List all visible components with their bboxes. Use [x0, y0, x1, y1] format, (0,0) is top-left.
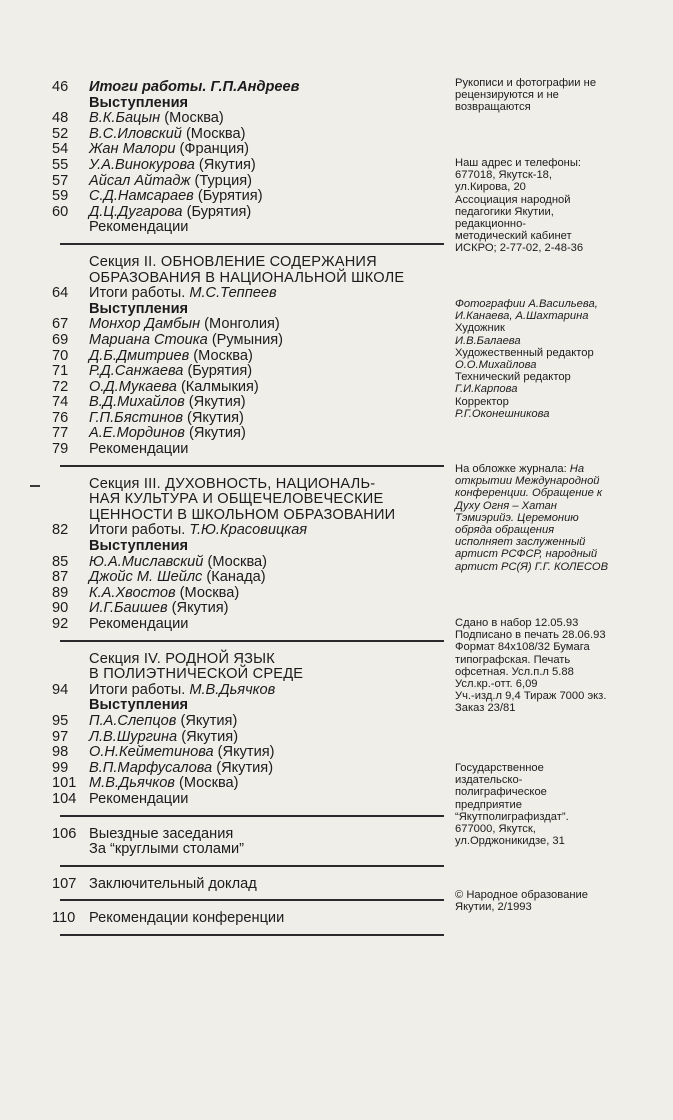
toc-entry [52, 492, 444, 508]
page-number: 76 [52, 409, 69, 426]
toc-entry [52, 539, 444, 555]
entry-label: (Бурятия) [183, 363, 253, 380]
entry-label: Секция III. ДУХОВНОСТЬ, НАЦИОНАЛЬ- [89, 475, 376, 492]
page-number: 79 [52, 441, 69, 458]
imprint-line: полиграфическое [455, 786, 547, 799]
page-number: 99 [52, 759, 69, 776]
imprint-line: Якутии, 2/1993 [455, 901, 532, 914]
toc-entry [52, 255, 444, 271]
section-divider [60, 934, 444, 936]
entry-text [89, 745, 444, 761]
imprint-line: “Якутполиграфиздат”. [455, 810, 569, 823]
subheading: Выступления [89, 94, 189, 111]
imprint-line: педагогики Якутии, [455, 205, 554, 218]
imprint-line: рецензируются и не [455, 89, 559, 102]
toc-entry [52, 127, 444, 143]
author-name: Джойс М. Шейлс [89, 569, 203, 586]
imprint-line: исполняет заслуженный [455, 536, 586, 549]
author-name: А.Е.Мординов [89, 425, 185, 442]
entry-label: (Москва) [203, 553, 268, 570]
toc-entry [52, 652, 444, 668]
imprint-line: Тэмиэрийэ. Церемонию [455, 511, 579, 524]
toc-group [52, 652, 444, 808]
author-name: М.С.Теппеев [189, 285, 277, 302]
imprint-line: типографская. Печать [455, 653, 571, 666]
imprint-line: Государственное [455, 762, 544, 774]
entry-text [89, 255, 444, 271]
entry-label: (Якутия) [212, 759, 274, 776]
imprint-line: предприятие [455, 798, 522, 811]
entry-text [89, 776, 444, 792]
entry-text [89, 174, 444, 190]
entry-label: Заключительный доклад [89, 875, 257, 892]
entry-text [89, 508, 444, 524]
imprint-line: ул.Кирова, 20 [455, 181, 526, 194]
entry-text [89, 827, 444, 843]
imprint-block [455, 77, 667, 114]
author-name: Г.П.Бястинов [89, 409, 183, 426]
imprint-line: артист РСФСР, народный [455, 548, 598, 561]
toc-entry [52, 730, 444, 746]
toc-entry [52, 271, 444, 287]
page-number: 74 [52, 394, 69, 411]
entry-label: (Якутия) [184, 425, 246, 442]
entry-label: (Якутия) [213, 744, 275, 761]
toc-entry [52, 877, 444, 893]
imprint-line: Технический редактор [455, 371, 571, 384]
entry-label: (Москва) [175, 584, 240, 601]
toc-entry [52, 411, 444, 427]
imprint-line: О.О.Михайлова [455, 359, 537, 372]
page-number: 60 [52, 203, 69, 220]
toc-entry [52, 333, 444, 349]
page-number: 87 [52, 569, 69, 586]
toc-entry [52, 426, 444, 442]
toc-entry [52, 189, 444, 205]
toc-entry [52, 364, 444, 380]
page-number: 110 [52, 910, 76, 927]
page-number: 77 [52, 425, 69, 442]
entry-text [89, 426, 444, 442]
entry-label: (Калмыкия) [176, 378, 259, 395]
toc-entry [52, 555, 444, 571]
entry-label: (Турция) [190, 172, 252, 189]
entry-text [89, 220, 444, 236]
toc-entry [52, 205, 444, 221]
toc-entry [52, 442, 444, 458]
imprint-line: конференции. Обращение к [455, 487, 603, 500]
entry-label: Рекомендации [89, 219, 189, 236]
section-divider [60, 243, 444, 245]
imprint-block [455, 463, 667, 573]
entry-text [89, 189, 444, 205]
entry-text [89, 792, 444, 808]
author-name: Т.Ю.Красовицкая [189, 522, 308, 539]
imprint-line: возвращаются [455, 101, 531, 114]
entry-text [89, 714, 444, 730]
imprint-line [455, 463, 667, 475]
page-number: 57 [52, 172, 69, 189]
page-number: 97 [52, 728, 69, 745]
imprint-line: обряда обращения [455, 524, 555, 537]
toc-entry [52, 380, 444, 396]
imprint-line: Г.И.Карпова [455, 383, 518, 396]
page-number: 67 [52, 316, 69, 333]
entry-text [89, 730, 444, 746]
entry-text [89, 492, 444, 508]
page-number: 95 [52, 712, 69, 729]
imprint-block [455, 889, 667, 913]
toc-entry [52, 667, 444, 683]
imprint-block [455, 762, 667, 847]
imprint-line: артист РС(Я) Г.Г. КОЛЕСОВ [455, 560, 609, 573]
toc-entry [52, 477, 444, 493]
entry-label: (Франция) [175, 141, 250, 158]
imprint-line: Художественный редактор [455, 346, 594, 359]
entry-text [89, 80, 444, 96]
entry-label: (Бурятия) [193, 188, 263, 205]
imprint-line: издательско- [455, 774, 523, 787]
entry-label: (Москва) [189, 347, 253, 364]
toc-entry [52, 111, 444, 127]
author-name: М.В.Дьячков [89, 775, 175, 792]
author-name: И.Г.Баишев [89, 600, 168, 617]
author-name: П.А.Слепцов [89, 712, 177, 729]
section-divider [60, 815, 444, 817]
caption-text: На [569, 463, 585, 475]
page-number: 101 [52, 775, 77, 792]
entry-text [89, 158, 444, 174]
entry-text [89, 586, 444, 602]
section-divider [60, 865, 444, 867]
imprint-line: ИСКРО; 2-77-02, 2-48-36 [455, 242, 584, 255]
toc-group [52, 911, 444, 927]
author-name: У.А.Винокурова [89, 156, 195, 173]
author-name: Мариана Стоика [89, 331, 208, 348]
section-divider [60, 899, 444, 901]
entry-text [89, 205, 444, 221]
author-name: Р.Д.Санжаева [89, 363, 184, 380]
entry-text [89, 652, 444, 668]
entry-label: (Якутия) [184, 394, 246, 411]
margin-mark [30, 485, 40, 487]
toc-entry [52, 395, 444, 411]
author-name: Д.Б.Дмитриев [89, 347, 190, 364]
entry-label: Итоги работы. [89, 681, 190, 698]
toc-group [52, 477, 444, 633]
entry-label: Итоги работы. [89, 522, 190, 539]
page-number: 46 [52, 79, 69, 95]
page-number: 52 [52, 125, 69, 142]
imprint-line: 677018, Якутск-18, [455, 169, 553, 182]
imprint-line: 677000, Якутск, [455, 823, 536, 836]
imprint-line: © Народное образование [455, 889, 588, 901]
imprint-line: методический кабинет [455, 230, 572, 243]
toc-entry [52, 158, 444, 174]
imprint-line: офсетная. Усл.п.л 5.88 [455, 665, 574, 678]
toc-entry [52, 317, 444, 333]
entry-text [89, 601, 444, 617]
author-name: Айсал Айтадж [89, 172, 191, 189]
entry-text [89, 698, 444, 714]
imprint-block [455, 298, 667, 420]
author-name: В.К.Бацын [89, 110, 161, 127]
toc-entry [52, 761, 444, 777]
entry-text [89, 333, 444, 349]
entry-text [89, 683, 444, 699]
toc-entry [52, 220, 444, 236]
author-name: Жан Малори [89, 141, 176, 158]
entry-text [89, 127, 444, 143]
toc-entry [52, 302, 444, 318]
toc-entry [52, 174, 444, 190]
imprint-line: Сдано в набор 12.05.93 [455, 617, 579, 629]
entry-text [89, 761, 444, 777]
entry-label: (Монголия) [200, 316, 280, 333]
entry-text [89, 142, 444, 158]
entry-text [89, 477, 444, 493]
imprint-line: редакционно- [455, 218, 527, 231]
entry-label: (Румыния) [207, 331, 284, 348]
toc-entry [52, 349, 444, 365]
entry-label: (Бурятия) [182, 203, 252, 220]
entry-text [89, 364, 444, 380]
author-name: К.А.Хвостов [89, 584, 176, 601]
entry-text [89, 271, 444, 287]
entry-text [89, 96, 444, 112]
toc-group [52, 80, 444, 236]
entry-label: (Москва) [160, 110, 224, 127]
page-number: 59 [52, 188, 69, 205]
imprint-line: Ассоциация народной [455, 193, 571, 206]
author-name: Монхор Дамбын [89, 316, 201, 333]
imprint-line: открытии Международной [455, 475, 600, 488]
page-number: 104 [52, 790, 77, 807]
subheading: Выступления [89, 300, 189, 317]
imprint-line: Заказ 23/81 [455, 702, 516, 715]
page-number: 69 [52, 331, 69, 348]
imprint-line: Подписано в печать 28.06.93 [455, 629, 606, 642]
author-name: В.С.Иловский [89, 125, 182, 142]
toc-entry [52, 792, 444, 808]
entry-label: (Москва) [181, 125, 246, 142]
section-divider [60, 640, 444, 642]
toc-entry [52, 570, 444, 586]
table-of-contents [52, 80, 444, 946]
toc-entry [52, 776, 444, 792]
subheading: Выступления [89, 697, 189, 714]
imprint-line: Формат 84х108/32 Бумага [455, 641, 590, 654]
toc-group [52, 877, 444, 893]
entry-text [89, 555, 444, 571]
entry-label: Итоги работы. [89, 285, 190, 302]
subheading: Выступления [89, 538, 189, 555]
page-number: 90 [52, 600, 69, 617]
toc-entry [52, 96, 444, 112]
entry-label: (Якутия) [182, 409, 244, 426]
page-number: 55 [52, 156, 69, 173]
entry-label: Рекомендации [89, 441, 189, 458]
imprint-line: Уч.-изд.л 9,4 Тираж 7000 экз. [455, 690, 607, 703]
author-name: М.В.Дьячков [189, 681, 276, 698]
toc-entry [52, 842, 444, 858]
page-number: 85 [52, 553, 69, 570]
entry-text [89, 111, 444, 127]
toc-entry [52, 617, 444, 633]
page-number: 89 [52, 584, 69, 601]
entry-label: Секция II. ОБНОВЛЕНИЕ СОДЕРЖАНИЯ [89, 253, 377, 270]
toc-entry [52, 80, 444, 96]
author-name: Д.Ц.Дугарова [89, 203, 183, 220]
entry-text [89, 877, 444, 893]
toc-entry [52, 286, 444, 302]
entry-label: ОБРАЗОВАНИЯ В НАЦИОНАЛЬНОЙ ШКОЛЕ [89, 269, 405, 286]
page-number: 94 [52, 681, 69, 698]
entry-label: (Канада) [202, 569, 266, 586]
imprint-line: Фотографии А.Васильева, [455, 298, 598, 310]
page-number: 72 [52, 378, 69, 395]
entry-text [89, 349, 444, 365]
imprint-block [455, 157, 667, 255]
imprint-line: Рукописи и фотографии не [455, 77, 597, 89]
toc-entry [52, 601, 444, 617]
entry-text [89, 539, 444, 555]
toc-entry [52, 911, 444, 927]
entry-text [89, 380, 444, 396]
imprint-line: Р.Г.Оконешникова [455, 407, 550, 420]
caption-label: На обложке журнала: [455, 463, 570, 475]
entry-label: Итоги работы. Г.П.Андреев [89, 79, 300, 95]
entry-text [89, 617, 444, 633]
page-number: 54 [52, 141, 69, 158]
imprint-line: ул.Орджоникидзе, 31 [455, 835, 565, 848]
toc-entry [52, 142, 444, 158]
entry-text [89, 570, 444, 586]
entry-label: За “круглыми столами” [89, 841, 245, 858]
entry-text [89, 442, 444, 458]
author-name: В.Д.Михайлов [89, 394, 185, 411]
entry-label: (Якутия) [176, 712, 238, 729]
entry-label: ЦЕННОСТИ В ШКОЛЬНОМ ОБРАЗОВАНИИ [89, 506, 396, 523]
entry-label: Рекомендации [89, 790, 189, 807]
page-number: 98 [52, 744, 69, 761]
page-number: 71 [52, 363, 69, 380]
page-number: 106 [52, 825, 77, 842]
toc-entry [52, 508, 444, 524]
entry-label: Рекомендации [89, 616, 189, 632]
author-name: С.Д.Намсараев [89, 188, 194, 205]
imprint-line: Художник [455, 322, 505, 335]
entry-label: (Якутия) [177, 728, 239, 745]
author-name: О.Д.Мукаева [89, 378, 177, 395]
imprint-line: Корректор [455, 395, 509, 408]
entry-label: Рекомендации конференции [89, 910, 285, 927]
page-number: 70 [52, 347, 69, 364]
toc-entry [52, 523, 444, 539]
toc-entry [52, 745, 444, 761]
entry-text [89, 667, 444, 683]
author-name: Ю.А.Миславский [89, 553, 204, 570]
entry-label: Секция IV. РОДНОЙ ЯЗЫК [89, 650, 276, 667]
page-number: 107 [52, 875, 77, 892]
section-divider [60, 465, 444, 467]
toc-group [52, 827, 444, 858]
toc-group [52, 255, 444, 458]
entry-label: Выездные заседания [89, 825, 234, 842]
entry-text [89, 395, 444, 411]
toc-entry [52, 827, 444, 843]
entry-text [89, 317, 444, 333]
imprint-line: Духу Огня – Хатан [455, 499, 557, 512]
entry-label: НАЯ КУЛЬТУРА И ОБЩЕЧЕЛОВЕЧЕСКИЕ [89, 491, 384, 508]
toc-entry [52, 586, 444, 602]
entry-text [89, 842, 444, 858]
author-name: Л.В.Шургина [89, 728, 178, 745]
entry-text [89, 523, 444, 539]
entry-label: (Якутия) [194, 156, 256, 173]
entry-label: (Москва) [174, 775, 239, 792]
page-number: 64 [52, 285, 69, 302]
entry-label: (Якутия) [167, 600, 229, 617]
imprint-block [455, 617, 667, 715]
author-name: О.Н.Кейметинова [89, 744, 214, 761]
toc-entry [52, 698, 444, 714]
imprint-line: Усл.кр.-отт. 6,09 [455, 678, 538, 691]
entry-text [89, 911, 444, 927]
page-number: 82 [52, 522, 69, 539]
entry-text [89, 302, 444, 318]
imprint-line: И.В.Балаева [455, 334, 521, 347]
entry-label: В ПОЛИЭТНИЧЕСКОЙ СРЕДЕ [89, 666, 304, 683]
page-number: 92 [52, 616, 69, 632]
page-number: 48 [52, 110, 69, 127]
toc-entry [52, 683, 444, 699]
entry-text [89, 411, 444, 427]
imprint-line: Наш адрес и телефоны: [455, 157, 581, 169]
imprint-line: И.Канаева, А.Шахтарина [455, 310, 589, 323]
entry-text [89, 286, 444, 302]
toc-entry [52, 714, 444, 730]
author-name: В.П.Марфусалова [89, 759, 213, 776]
